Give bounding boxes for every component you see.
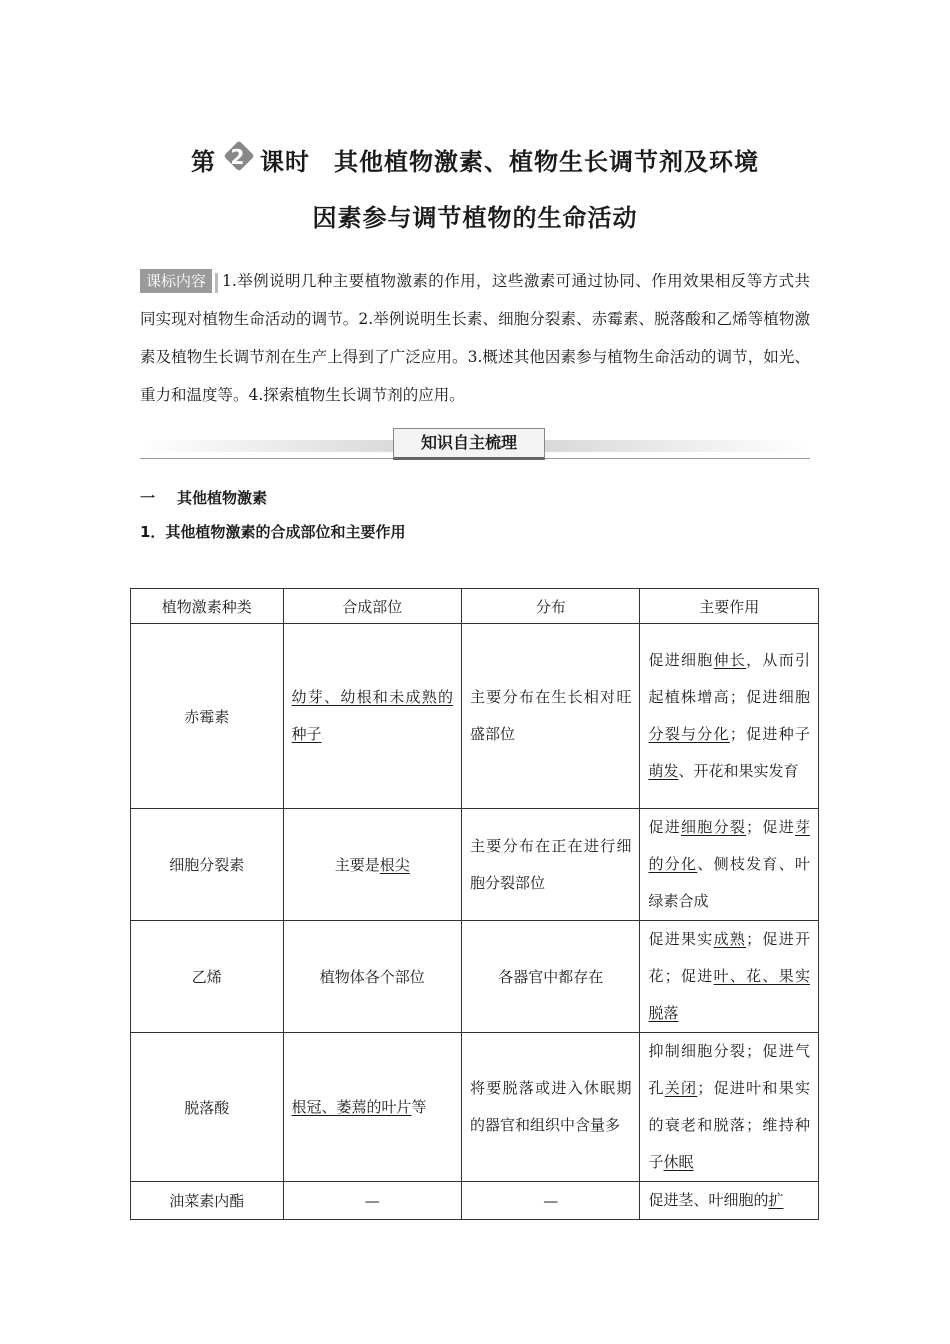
- table-header-row: [131, 589, 819, 624]
- distribution: 主要分布在生长相对旺盛部位: [462, 624, 640, 809]
- table-row: [131, 624, 819, 809]
- curriculum-content: [140, 262, 810, 414]
- synthesis-site: —: [283, 1182, 462, 1220]
- lesson-number: 2: [230, 145, 246, 169]
- heading-number: 一: [140, 489, 156, 507]
- hormone-name: 油菜素内酯: [131, 1182, 284, 1220]
- table-row: [131, 809, 819, 921]
- table-row: [131, 1182, 819, 1220]
- heading-other-hormones: [140, 487, 267, 508]
- header-distribution: 分布: [462, 589, 640, 624]
- synthesis-site: 植物体各个部位: [283, 921, 462, 1033]
- header-main-function: 主要作用: [640, 589, 819, 624]
- title-prefix: 第: [191, 148, 216, 176]
- subheading-synthesis-function: 1．其他植物激素的合成部位和主要作用: [140, 523, 406, 541]
- main-function: 促进细胞分裂；促进芽的分化、侧枝发育、叶绿素合成: [640, 809, 819, 921]
- curriculum-text: 1.举例说明几种主要植物激素的作用，这些激素可通过协同、作用效果相反等方式共同实现对植物生命活动的调节。2.举例说明生长素、细胞分裂素、赤霉素、脱落酸和乙烯等植物激素及植物生长调节剂在生产上得到了广泛应用。3.概述其他因素参与植物生命活动的调节，如光、重力和温度等。4.探索植物生长调节剂的应用。: [140, 272, 810, 404]
- lesson-number-badge: [220, 140, 256, 174]
- page-title-line1: [0, 140, 950, 177]
- synthesis-site: 主要是根尖: [283, 809, 462, 921]
- synthesis-site: 幼芽、幼根和未成熟的种子: [283, 624, 462, 809]
- section-banner: [140, 428, 810, 462]
- section-banner-label: 知识自主梳理: [393, 428, 545, 460]
- hormone-name: 细胞分裂素: [131, 809, 284, 921]
- main-function: 促进细胞伸长，从而引起植株增高；促进细胞分裂与分化；促进种子萌发、开花和果实发育: [640, 624, 819, 809]
- hormone-table: [130, 588, 819, 1220]
- table-row: [131, 1033, 819, 1182]
- distribution: 将要脱落或进入休眠期的器官和组织中含量多: [462, 1033, 640, 1182]
- page-title-line2: 因素参与调节植物的生命活动: [312, 204, 638, 232]
- header-synthesis-site: 合成部位: [283, 589, 462, 624]
- distribution: —: [462, 1182, 640, 1220]
- distribution: 各器官中都存在: [462, 921, 640, 1033]
- main-function: 抑制细胞分裂；促进气孔关闭；促进叶和果实的衰老和脱落；维持种子休眠: [640, 1033, 819, 1182]
- synthesis-site: 根冠、萎蔫的叶片等: [283, 1033, 462, 1182]
- distribution: 主要分布在正在进行细胞分裂部位: [462, 809, 640, 921]
- hormone-name: 赤霉素: [131, 624, 284, 809]
- curriculum-badge: 课标内容: [140, 269, 212, 293]
- hormone-name: 乙烯: [131, 921, 284, 1033]
- main-function: 促进茎、叶细胞的扩: [640, 1182, 819, 1220]
- title-suffix: 课时: [260, 148, 310, 176]
- main-function: 促进果实成熟；促进开花；促进叶、花、果实脱落: [640, 921, 819, 1033]
- title-main-1: 其他植物激素、植物生长调节剂及环境: [334, 148, 759, 176]
- table-row: [131, 921, 819, 1033]
- header-hormone-type: 植物激素种类: [131, 589, 284, 624]
- heading-text: 其他植物激素: [177, 489, 268, 507]
- hormone-name: 脱落酸: [131, 1033, 284, 1182]
